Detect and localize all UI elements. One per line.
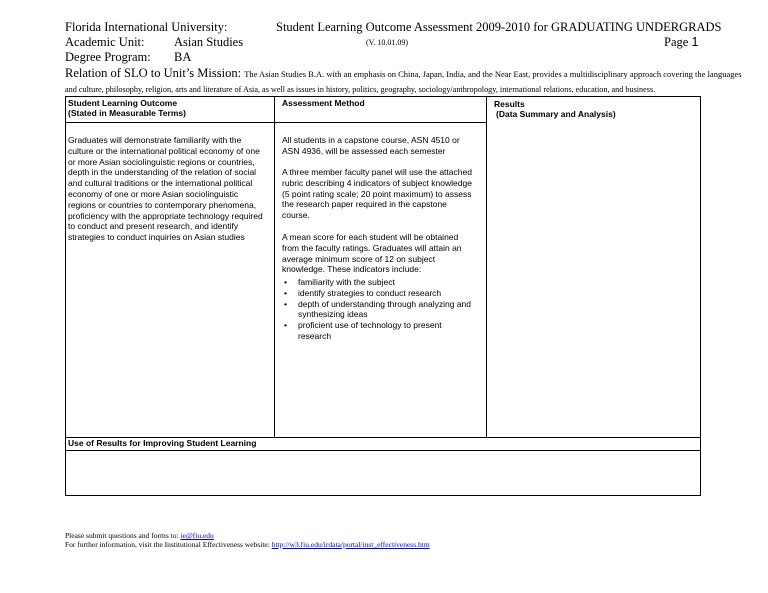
col-header-method: Assessment Method: [282, 98, 365, 108]
footer-line-2: [65, 540, 430, 549]
bullet-icon: •: [284, 320, 287, 331]
outcome-line: regions or countries to contemporary phenomena,: [68, 199, 257, 210]
indicator-list: [284, 277, 471, 342]
method-line: (5 point rating scale; 20 point maximum) to assess: [282, 188, 472, 199]
use-of-results-divider: [66, 450, 700, 451]
outcome-line: strategies to conduct inquiries on Asian studies: [68, 232, 245, 243]
outcome-line: economy of one or more Asian sociolinguistic: [68, 188, 239, 199]
degree-label: Degree Program:: [65, 50, 151, 64]
method-para-2: [282, 167, 472, 221]
outcome-line: depth in the understanding of the relation of social: [68, 167, 257, 178]
indicator-text: identify strategies to conduct research: [298, 287, 442, 298]
version-label: (V. 10.01.09): [366, 38, 409, 47]
page-number: 1: [691, 35, 699, 49]
method-para-1: [282, 135, 460, 157]
method-line: rubric describing 4 indicators of subject knowledge: [282, 177, 472, 188]
mission-text-2: and culture, philosophy, religion, arts and literature of Asia, as well as issues in history, politics, geography, sociology/anthropology, international relations, education, and business.: [65, 85, 656, 94]
ie-website-link[interactable]: http://w3.fiu.edu/irdata/portal/inst_effectiveness.htm: [271, 540, 430, 549]
assessment-table: [65, 96, 701, 496]
method-line: ASN 4936, will be assessed each semester: [282, 145, 446, 156]
page-indicator: [664, 35, 698, 49]
footer-line-1: [65, 531, 214, 540]
method-line: A mean score for each student will be obtained: [282, 232, 459, 242]
outcome-line: Graduates will demonstrate familiarity with the: [68, 135, 242, 145]
indicator-text: synthesizing ideas: [298, 309, 368, 320]
footer-info-text: For further information, visit the Institutional Effectiveness website:: [65, 540, 270, 549]
col-header-results: Results (Data Summary and Analysis): [494, 99, 616, 119]
method-line: knowledge. These indicators include:: [282, 264, 422, 275]
method-para-3: [282, 232, 462, 275]
use-of-results-label: Use of Results for Improving Student Learning: [68, 438, 257, 448]
indicator-text: proficient use of technology to present: [298, 320, 442, 331]
outcome-line: or more Asian sociolinguistic regions or countries,: [68, 156, 255, 167]
mission-label: Relation of SLO to Unit’s Mission:: [65, 66, 242, 80]
method-line: A three member faculty panel will use the attached: [282, 167, 472, 177]
col-divider-2: [486, 97, 487, 437]
outcome-line: culture or the international political economy of one: [68, 145, 260, 156]
outcome-line: proficiency with the appropriate technology required: [68, 210, 263, 221]
footer-contact-text: Please submit questions and forms to:: [65, 531, 179, 540]
academic-unit-label: Academic Unit:: [65, 35, 145, 49]
indicator-item: [284, 287, 471, 299]
method-line: course.: [282, 210, 310, 221]
method-line: All students in a capstone course, ASN 4510 or: [282, 135, 460, 145]
mission-text-1: The Asian Studies B.A. with an emphasis on China, Japan, India, and the Near East, provides a multidisciplinary approach covering the languages: [244, 69, 742, 79]
document-title: Student Learning Outcome Assessment 2009-2010 for GRADUATING UNDERGRADS: [276, 20, 722, 34]
page-label: Page: [664, 35, 689, 49]
university-name: Florida International University:: [65, 20, 228, 34]
col-divider-1: [274, 97, 275, 437]
header-row-divider: [66, 122, 486, 123]
method-line: the research paper required in the capstone: [282, 199, 447, 210]
method-line: from the faculty ratings. Graduates will attain an: [282, 242, 462, 253]
method-line: average minimum score of 12 on subject: [282, 253, 436, 264]
indicator-text: research: [298, 330, 332, 341]
indicator-text: familiarity with the subject: [298, 277, 395, 287]
outcome-line: to conduct and present research, and identify: [68, 221, 239, 232]
indicator-item: [284, 277, 471, 288]
outcome-text: [68, 135, 263, 243]
academic-unit-value: Asian Studies: [174, 35, 244, 49]
degree-value: BA: [174, 50, 192, 64]
indicator-item: [284, 320, 471, 342]
contact-email-link[interactable]: ie@fiu.edu: [180, 531, 214, 540]
mission-relation: [65, 66, 742, 80]
indicator-text: depth of understanding through analyzing and: [298, 298, 471, 309]
bullet-icon: •: [284, 277, 287, 287]
bullet-icon: •: [284, 287, 287, 298]
indicator-item: [284, 298, 471, 321]
col-header-outcome: Student Learning Outcome (Stated in Measurable Terms): [68, 98, 186, 118]
bullet-icon: •: [284, 298, 287, 309]
outcome-line: and cultural traditions or the international political: [68, 178, 253, 189]
